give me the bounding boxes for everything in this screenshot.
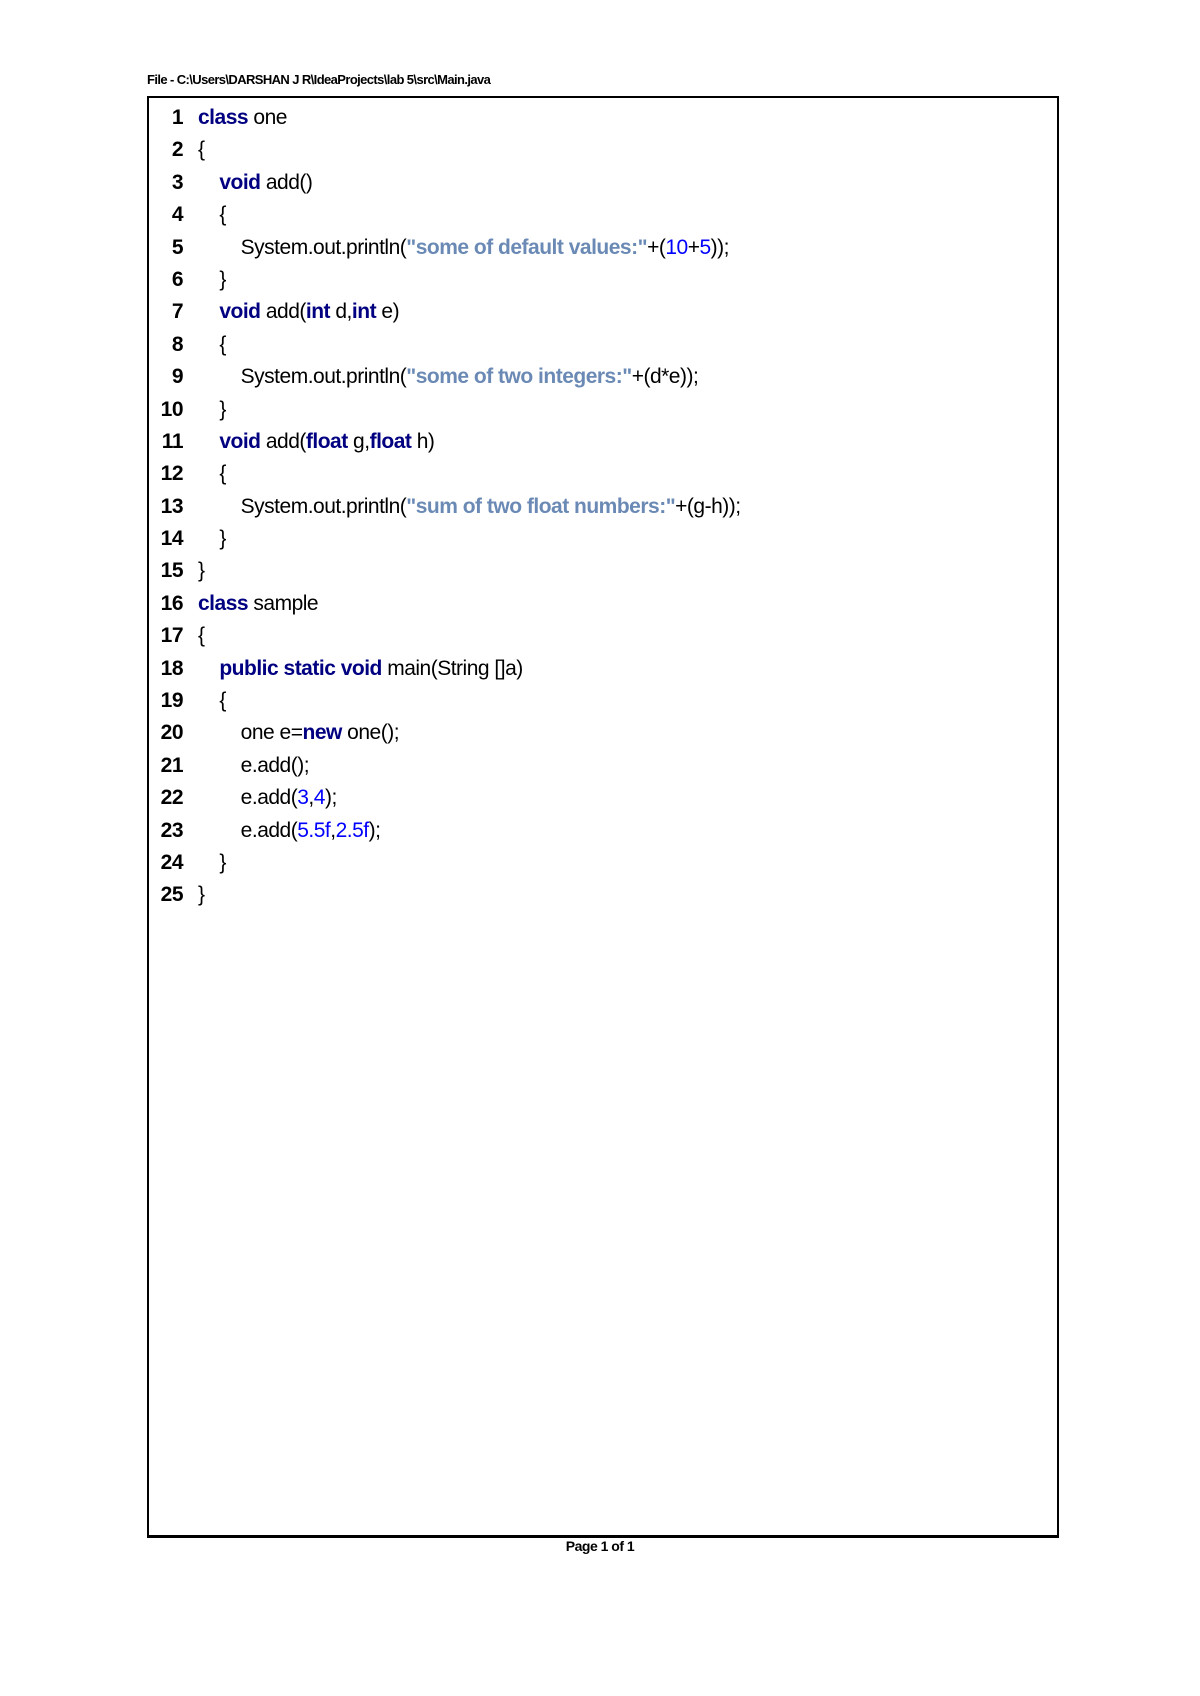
code-token-plain: { [198, 332, 226, 356]
line-code [198, 653, 523, 685]
code-token-plain: e) [376, 300, 400, 324]
line-code [198, 134, 205, 166]
code-token-plain: } [198, 527, 226, 551]
line-number: 19 [160, 689, 183, 713]
code-token-plain [198, 657, 219, 680]
code-token-plain [198, 171, 219, 194]
code-line [149, 782, 1057, 814]
code-line [149, 134, 1057, 166]
code-token-str: "sum of two float numbers:" [406, 494, 676, 518]
line-number: 3 [171, 170, 183, 194]
line-number: 4 [171, 203, 183, 227]
code-token-plain: { [198, 203, 226, 227]
code-token-plain: { [198, 462, 226, 486]
code-line [149, 296, 1057, 328]
code-line [149, 426, 1057, 458]
line-code [198, 264, 226, 296]
code-token-plain: , [330, 818, 336, 842]
code-token-str: "some of default values:" [406, 235, 648, 259]
code-token-num: 4 [313, 786, 325, 810]
line-code [198, 458, 226, 490]
code-line [149, 523, 1057, 555]
line-code [198, 523, 226, 555]
line-number: 24 [160, 850, 183, 874]
code-token-num: 5 [699, 235, 711, 259]
code-line [149, 847, 1057, 879]
line-code [198, 782, 337, 814]
line-code [198, 296, 399, 328]
line-number: 7 [171, 300, 183, 324]
line-number: 25 [160, 883, 183, 907]
code-line [149, 102, 1057, 134]
code-token-plain: +( [647, 235, 666, 259]
code-token-num: 3 [297, 786, 309, 810]
code-line [149, 264, 1057, 296]
line-number: 11 [161, 429, 183, 453]
line-number: 8 [171, 332, 183, 356]
code-token-kw: int [351, 300, 377, 324]
line-code [198, 232, 729, 264]
code-token-plain: ); [368, 818, 381, 842]
line-code [198, 685, 226, 717]
line-code [198, 555, 205, 587]
code-token-plain: g, [347, 429, 370, 453]
code-token-plain: d, [330, 300, 352, 324]
code-token-kw: class [198, 106, 249, 129]
code-token-num: 2.5f [335, 818, 369, 842]
line-code [198, 620, 205, 652]
line-number: 9 [171, 365, 183, 389]
code-token-plain: System.out.println( [198, 365, 407, 389]
code-token-plain: one [248, 106, 287, 129]
code-token-num: 5.5f [297, 818, 331, 842]
code-token-plain: { [198, 689, 226, 713]
code-token-num: 10 [665, 235, 688, 259]
line-number: 23 [160, 818, 183, 842]
code-token-plain: { [198, 138, 205, 162]
line-number: 17 [160, 624, 183, 648]
line-number: 10 [160, 397, 183, 421]
line-number: 22 [160, 786, 183, 810]
line-number: 2 [171, 138, 183, 162]
code-token-plain: System.out.println( [198, 494, 407, 518]
code-token-plain: +(g-h)); [675, 494, 741, 518]
code-token-plain: h) [411, 429, 435, 453]
line-code [198, 167, 312, 199]
line-number: 13 [160, 494, 183, 518]
code-token-kw: float [369, 429, 412, 453]
line-code [198, 879, 205, 911]
line-number: 14 [160, 527, 183, 551]
code-line [149, 717, 1057, 749]
code-line [149, 491, 1057, 523]
code-token-plain: } [198, 267, 226, 291]
code-line [149, 879, 1057, 911]
line-number: 15 [160, 559, 183, 583]
code-line [149, 394, 1057, 426]
line-code [198, 329, 226, 361]
line-code [198, 426, 434, 458]
code-token-kw: int [305, 300, 331, 324]
code-line [149, 167, 1057, 199]
line-code [198, 102, 287, 134]
file-path-header: File - C:\Users\DARSHAN J R\IdeaProjects\lab 5\src\Main.java [147, 72, 491, 87]
code-token-plain: e.add( [198, 786, 298, 810]
line-code [198, 199, 226, 231]
line-code [198, 361, 698, 393]
code-token-kw: void [219, 300, 261, 324]
code-token-kw: void [219, 429, 261, 453]
code-token-plain: one(); [341, 721, 400, 745]
code-line [149, 555, 1057, 587]
code-token-plain: e.add(); [198, 753, 310, 777]
line-code [198, 491, 741, 523]
line-number: 21 [160, 753, 183, 777]
code-token-plain: sample [248, 591, 319, 615]
code-token-plain: ); [324, 786, 337, 810]
line-code [198, 847, 226, 879]
code-token-plain: } [198, 397, 226, 421]
code-token-plain: +(d*e)); [631, 365, 699, 389]
code-line [149, 329, 1057, 361]
line-number: 16 [160, 591, 183, 615]
line-number: 18 [160, 656, 183, 680]
code-token-kw: class [198, 591, 249, 615]
code-token-plain: + [687, 235, 700, 259]
code-token-plain: { [198, 624, 205, 648]
code-line [149, 653, 1057, 685]
code-token-kw: public static void [219, 656, 382, 680]
line-number: 20 [160, 721, 183, 745]
code-token-kw: float [305, 429, 348, 453]
code-lines [149, 102, 1057, 912]
code-token-plain: } [198, 883, 205, 907]
line-code [198, 717, 399, 749]
code-token-plain: main(String []a) [381, 656, 523, 680]
code-token-plain: add() [260, 170, 313, 194]
code-token-plain [198, 300, 219, 323]
line-code [198, 815, 380, 847]
code-token-plain: )); [710, 235, 729, 259]
code-token-str: "some of two integers:" [406, 365, 632, 389]
line-code [198, 750, 309, 782]
line-number: 6 [171, 267, 183, 291]
page-number: Page 1 of 1 [565, 1538, 635, 1554]
code-line [149, 815, 1057, 847]
code-token-plain: , [308, 786, 314, 810]
code-token-kw: new [302, 721, 342, 745]
code-token-plain: e.add( [198, 818, 298, 842]
code-line [149, 620, 1057, 652]
code-token-plain: } [198, 559, 205, 583]
line-number: 1 [171, 106, 183, 129]
code-line [149, 588, 1057, 620]
code-token-plain: add( [260, 429, 306, 453]
code-line [149, 750, 1057, 782]
code-line [149, 232, 1057, 264]
code-token-plain: System.out.println( [198, 235, 407, 259]
code-line [149, 361, 1057, 393]
line-number: 5 [171, 235, 183, 259]
code-token-plain: one e= [198, 721, 303, 745]
line-code [198, 588, 318, 620]
code-token-plain: add( [260, 300, 306, 324]
code-token-plain: } [198, 850, 226, 874]
line-code [198, 394, 226, 426]
code-listing [147, 96, 1059, 1538]
code-line [149, 199, 1057, 231]
code-token-kw: void [219, 170, 261, 194]
code-token-plain [198, 430, 219, 453]
code-line [149, 685, 1057, 717]
code-line [149, 458, 1057, 490]
line-number: 12 [160, 462, 183, 486]
